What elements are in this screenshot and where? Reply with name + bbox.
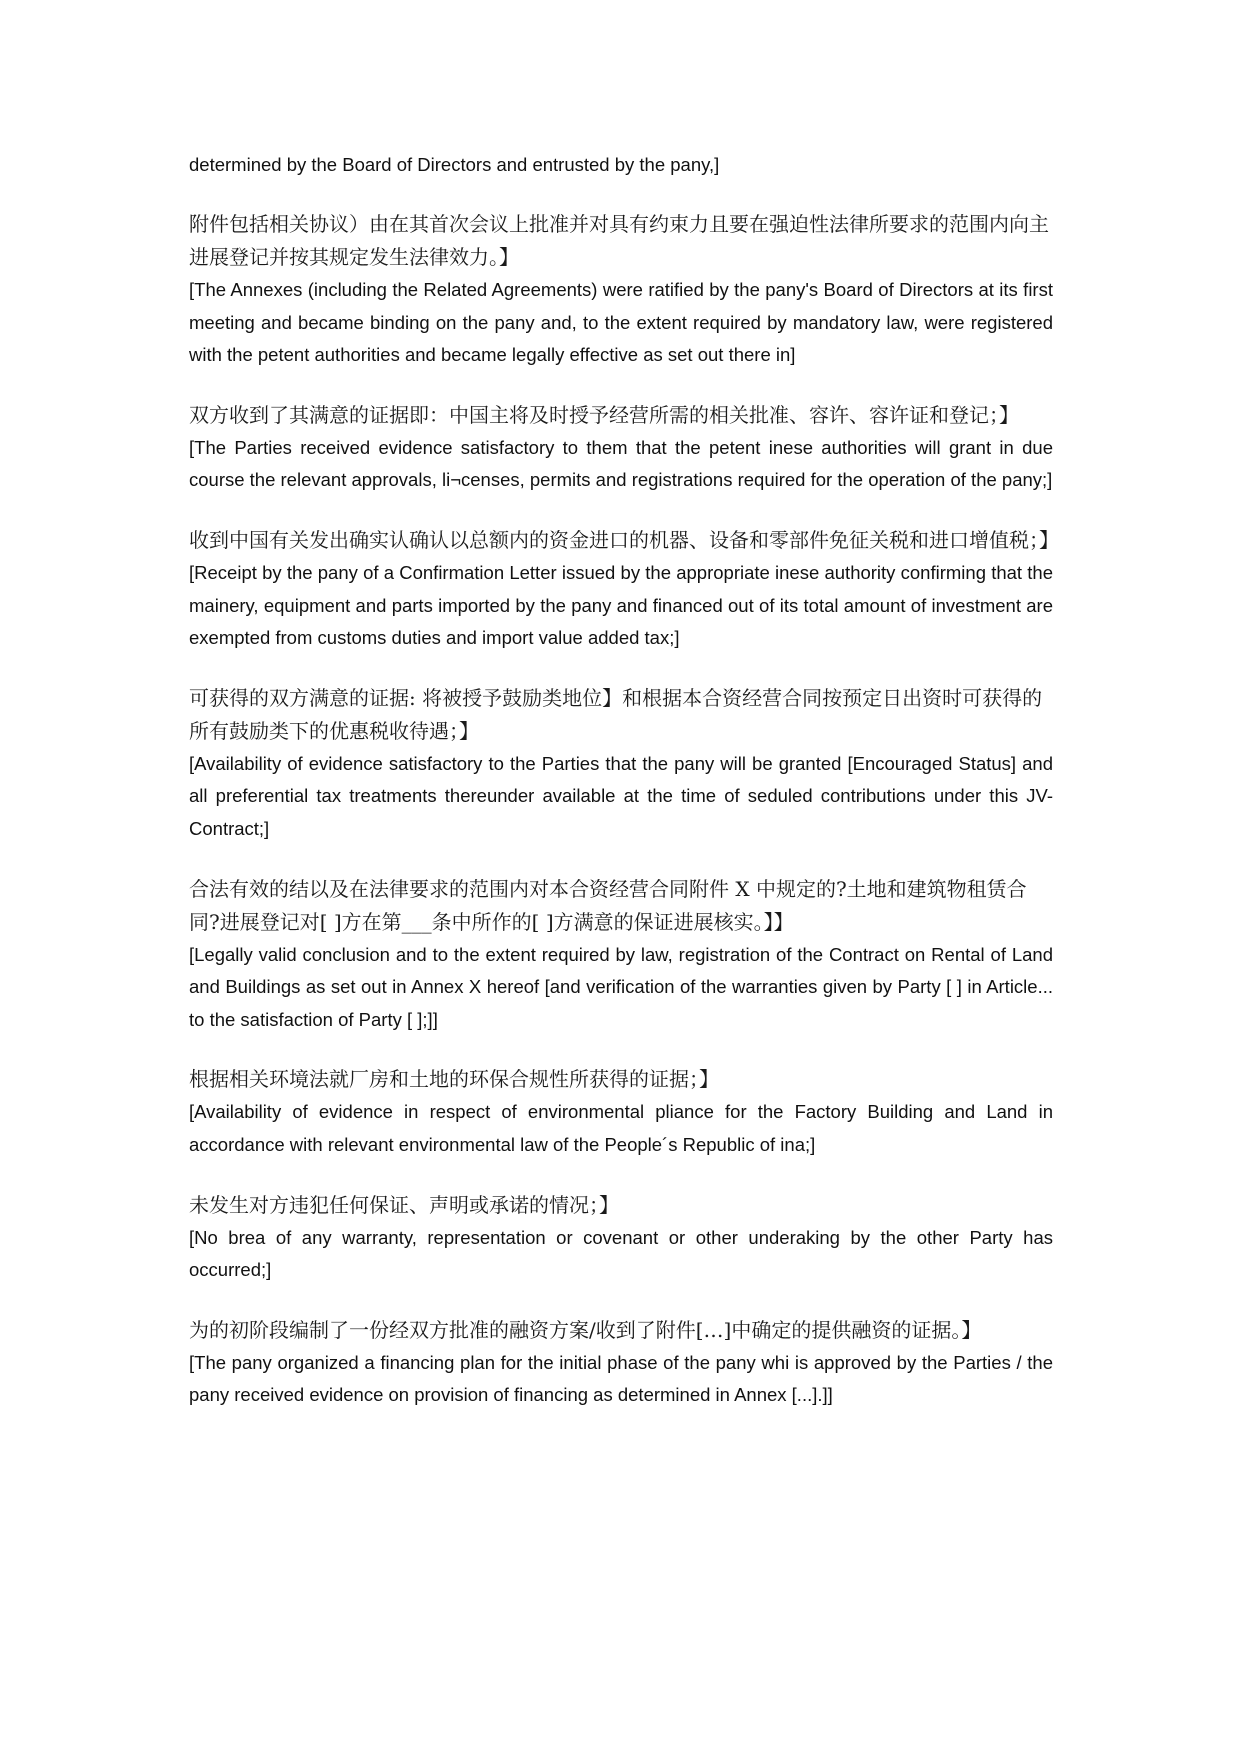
clause-english-text: [Receipt by the pany of a Confirmation Letter issued by the appropriate inese authority confirming that the mainery, equipment and parts imported by the pany and financed out of its total amount of investment are exempted from customs duties and import value added tax;]	[189, 561, 1053, 649]
clause-chinese-text: 收到中国有关发出确实认确认以总额内的资金进口的机器、设备和零部件免征关税和进口增值税；】	[189, 527, 1059, 552]
clause-2	[189, 399, 1053, 497]
clause-english-text: [Availability of evidence in respect of environmental pliance for the Factory Building and Land in accordance with relevant environmental law of the People´s Republic of ina;]	[189, 1101, 1053, 1155]
clause-chinese-text: 附件包括相关协议）由在其首次会议上批准并对具有约束力且要在强迫性法律所要求的范围内向主进展登记并按其规定发生法律效力。】	[189, 212, 1049, 269]
clause-6	[189, 1063, 1053, 1161]
clause-chinese-text: 双方收到了其满意的证据即：中国主将及时授予经营所需的相关批准、容许、容许证和登记；】	[189, 402, 1019, 427]
clause-chinese-text: 合法有效的结以及在法律要求的范围内对本合资经营合同附件 X 中规定的?土地和建筑物租赁合同?进展登记对[ ]方在第___条中所作的[ ]方满意的保证进展核实。】】	[189, 876, 1027, 934]
clause-english-text: [No brea of any warranty, representation or covenant or other underaking by the other Party has occurred;]	[189, 1226, 1053, 1281]
clause-english-text: [The Annexes (including the Related Agreements) were ratified by the pany's Board of Directors at its first meeting and became binding on the pany and, to the extent required by mandatory law, were registered with the petent authorities and became legally effective as set out there in]	[189, 279, 1053, 366]
clause-7	[189, 1189, 1053, 1287]
clause-english-text: [The Parties received evidence satisfactory to them that the petent inese authorities will grant in due course the relevant approvals, li¬censes, permits and registrations required for the operation of the pany;]	[189, 436, 1053, 491]
clause-1	[189, 208, 1053, 372]
clause-chinese-text: 为的初阶段编制了一份经双方批准的融资方案/收到了附件[…]中确定的提供融资的证据。】	[189, 1317, 982, 1342]
clause-chinese-text: 可获得的双方满意的证据: 将被授予鼓励类地位】和根据本合资经营合同按预定日出资时可获得的所有鼓励类下的优惠税收待遇；】	[189, 685, 1043, 743]
clause-3	[189, 524, 1059, 655]
clause-8	[189, 1314, 1053, 1412]
clause-english-text: [Legally valid conclusion and to the extent required by law, registration of the Contract on Rental of Land and Buildings as set out in Annex X hereof [and verification of the warranties given by Party [ ] in Article... to the satisfaction of Party [ ];]]	[189, 943, 1053, 1030]
clause-4	[189, 682, 1053, 846]
clause-chinese-text: 未发生对方违犯任何保证、声明或承诺的情况；】	[189, 1192, 619, 1217]
intro-line: determined by the Board of Directors and entrusted by the pany,]	[189, 154, 720, 175]
clause-chinese-text: 根据相关环境法就厂房和土地的环保合规性所获得的证据；】	[189, 1067, 719, 1092]
clause-5	[189, 873, 1053, 1037]
clause-english-text: [Availability of evidence satisfactory to the Parties that the pany will be granted [Encouraged Status] and all preferential tax treatments thereunder available at the time of seduled contributions under this JV-Contract;]	[189, 752, 1053, 839]
clause-english-text: [The pany organized a financing plan for the initial phase of the pany whi is approved by the Parties / the pany received evidence on provision of financing as determined in Annex [...].]]	[189, 1351, 1053, 1406]
document-page	[189, 148, 1059, 1439]
